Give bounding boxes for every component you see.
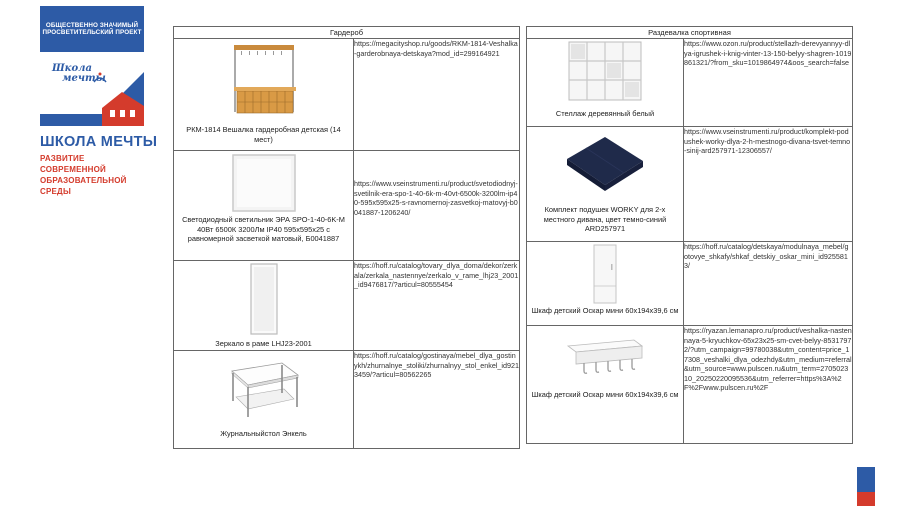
left-table	[173, 26, 520, 449]
right-row-2-item	[527, 127, 684, 242]
left-row-3-item	[174, 261, 354, 351]
right-table-header: Раздевалка спортивная	[527, 27, 853, 39]
logo-art	[40, 52, 144, 126]
right-row-3-caption: Шкаф детский Оскар мини 60х194х39,6 см	[531, 306, 679, 315]
coffee-table-image	[224, 357, 304, 423]
left-row-2-link[interactable]: https://www.vseinstrumenti.ru/product/svetodiodnyj-svetilnik-era-spo-1-40-6k-m-40vt-6500k-3200lm-ip40-595x595x25-s-ravnomernoj-zasvetkoj-matovyj-b0041887-1206240/	[354, 151, 520, 261]
right-row-3-link[interactable]: https://hoff.ru/catalog/detskaya/modulnaya_mebel/gotovye_shkafy/shkaf_detskiy_oskar_mini_id9255813/	[684, 242, 853, 326]
right-row-4-caption: Шкаф детский Оскар мини 60х194х39,6 см	[531, 390, 679, 399]
led-panel-image	[229, 153, 299, 213]
shelving-unit-image	[565, 41, 645, 101]
left-row-4-caption: Журнальныйстол Энкель	[220, 429, 307, 438]
mirror-image	[249, 263, 279, 335]
right-row-2-link[interactable]: https://www.vseinstrumenti.ru/product/komplekt-podushek-worky-dlya-2-h-mestnogo-divana-tsvet-temno-sinij-ard257971-12306557/	[684, 127, 853, 242]
right-table	[526, 26, 853, 444]
left-row-1-item	[174, 39, 354, 151]
corner-decoration-red	[857, 492, 875, 506]
right-row-1-link[interactable]: https://www.ozon.ru/product/stellazh-derevyannyy-dlya-igrushek-i-knig-vinter-13-150-belyy-shagren-1019861321/?from_sku=1019864974&oos_search=false	[684, 39, 853, 127]
logo-title: ШКОЛА МЕЧТЫ	[40, 134, 158, 150]
left-row-2-item	[174, 151, 354, 261]
left-row-4-item	[174, 351, 354, 449]
left-row-1-caption: РКМ-1814 Вешалка гардеробная детская (14 мест)	[186, 125, 341, 144]
logo-sub-1: РАЗВИТИЕ СОВРЕМЕННОЙ	[40, 154, 106, 174]
logo-top-text-1: ОБЩЕСТВЕННО ЗНАЧИМЫЙ	[45, 21, 139, 29]
sofa-cushions-image	[563, 133, 647, 195]
logo-top-text-2: ПРОСВЕТИТЕЛЬСКИЙ ПРОЕКТ	[42, 29, 142, 36]
left-table-header: Гардероб	[174, 27, 520, 39]
right-row-4-item	[527, 326, 684, 444]
right-row-1-item	[527, 39, 684, 127]
left-row-2-caption: Светодиодный светильник ЭРА SPO-1-40-6K-M 40Вт 6500К 3200Лм IP40 595x595x25 с равномерной засветкой матовый, Б0041887	[182, 215, 345, 243]
left-row-4-link[interactable]: https://hoff.ru/catalog/gostinaya/mebel_dlya_gostinykh/zhurnalnye_stoliki/zhurnalnyy_stol_enkel_id9213459/?articul=80562265	[354, 351, 520, 449]
logo-sub-2: ОБРАЗОВАТЕЛЬНОЙ СРЕДЫ	[40, 176, 127, 196]
left-row-1-link[interactable]: https://megacityshop.ru/goods/RKM-1814-Veshalka-garderobnaya-detskaya?mod_id=299164921	[354, 39, 520, 151]
right-row-3-item	[527, 242, 684, 326]
left-row-3-caption: Зеркало в раме LHJ23-2001	[215, 339, 312, 348]
logo-script-2: мечты	[62, 73, 106, 84]
hanger-bench-image	[229, 43, 299, 121]
logo-script-text	[52, 64, 112, 84]
logo-top-banner	[40, 6, 144, 52]
logo-script-1: Школа	[52, 63, 92, 74]
left-row-3-link[interactable]: https://hoff.ru/catalog/tovary_dlya_doma/dekor/zerkala/zerkala_nastennye/zerkalo_v_rame_lhj23_2001_id9476817/?articul=80555454	[354, 261, 520, 351]
right-row-1-caption: Стеллаж деревянный белый	[555, 109, 655, 118]
corner-decoration-blue	[857, 467, 875, 492]
logo-subtitle	[40, 153, 148, 197]
cabinet-image	[592, 244, 618, 304]
wall-hanger-image	[564, 336, 646, 380]
right-row-4-link[interactable]: https://ryazan.lemanapro.ru/product/veshalka-nastennaya-5-kryuchkov-65x23x25-sm-cvet-belyy-85317972/?utm_campaign=99780038&utm_content=price_17308_veshalki_dlya_odezhdy&utm_medium=referral&utm_source=www.pulscen.ru&utm_term=270502310_20250220095536&utm_referrer=https%3A%2F%2Fwww.pulscen.ru%2F	[684, 326, 853, 444]
project-logo	[40, 6, 158, 197]
right-row-2-caption: Комплект подушек WORKY для 2-х местного дивана, цвет темно-синий ARD257971	[543, 205, 667, 233]
